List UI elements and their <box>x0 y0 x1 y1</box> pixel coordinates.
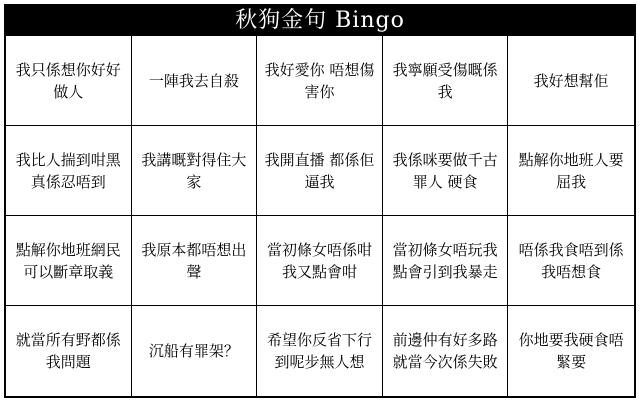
bingo-cell[interactable]: 當初條女唔玩我 點會引到我暴走 <box>383 216 509 306</box>
bingo-cell[interactable]: 點解你地班人要屈我 <box>508 126 634 216</box>
bingo-cell[interactable]: 沉船有罪架？ <box>132 306 258 396</box>
bingo-cell[interactable]: 我好想幫佢 <box>508 36 634 126</box>
bingo-cell[interactable]: 你地要我硬食唔緊要 <box>518 331 624 371</box>
bingo-board <box>4 4 636 398</box>
bingo-grid <box>6 36 634 396</box>
bingo-cell[interactable]: 當初條女唔係咁 我又點會咁 <box>257 216 383 306</box>
bingo-cell[interactable]: 我講嘅對得住大家 <box>132 126 258 216</box>
bingo-cell[interactable]: 我寧願受傷嘅係我 <box>383 36 509 126</box>
bingo-cell[interactable]: 前邊仲有好多路 就當今次係失敗 <box>383 306 509 396</box>
bingo-cell[interactable]: 我開直播 都係佢逼我 <box>257 126 383 216</box>
bingo-cell[interactable]: 就當所有野都係我問題 <box>6 306 132 396</box>
bingo-cell[interactable]: 一陣我去自殺 <box>132 36 258 126</box>
bingo-cell[interactable]: 我只係想你好好做人 <box>6 36 132 126</box>
bingo-cell[interactable]: 我原本都唔想出聲 <box>132 216 258 306</box>
bingo-title: 秋狗金句 Bingo <box>6 6 634 36</box>
bingo-cell[interactable]: 唔係我食唔到係我唔想食 <box>508 216 634 306</box>
bingo-cell[interactable]: 我比人揣到咁黑真係忍唔到 <box>6 126 132 216</box>
bingo-cell[interactable]: 希望你反省下行到呢步無人想 <box>257 306 383 396</box>
bingo-cell[interactable]: 我好愛你 唔想傷害你 <box>257 36 383 126</box>
bingo-cell[interactable]: 點解你地班網民可以斷章取義 <box>6 216 132 306</box>
bingo-cell[interactable]: 我係咪要做千古罪人 硬食 <box>383 126 509 216</box>
